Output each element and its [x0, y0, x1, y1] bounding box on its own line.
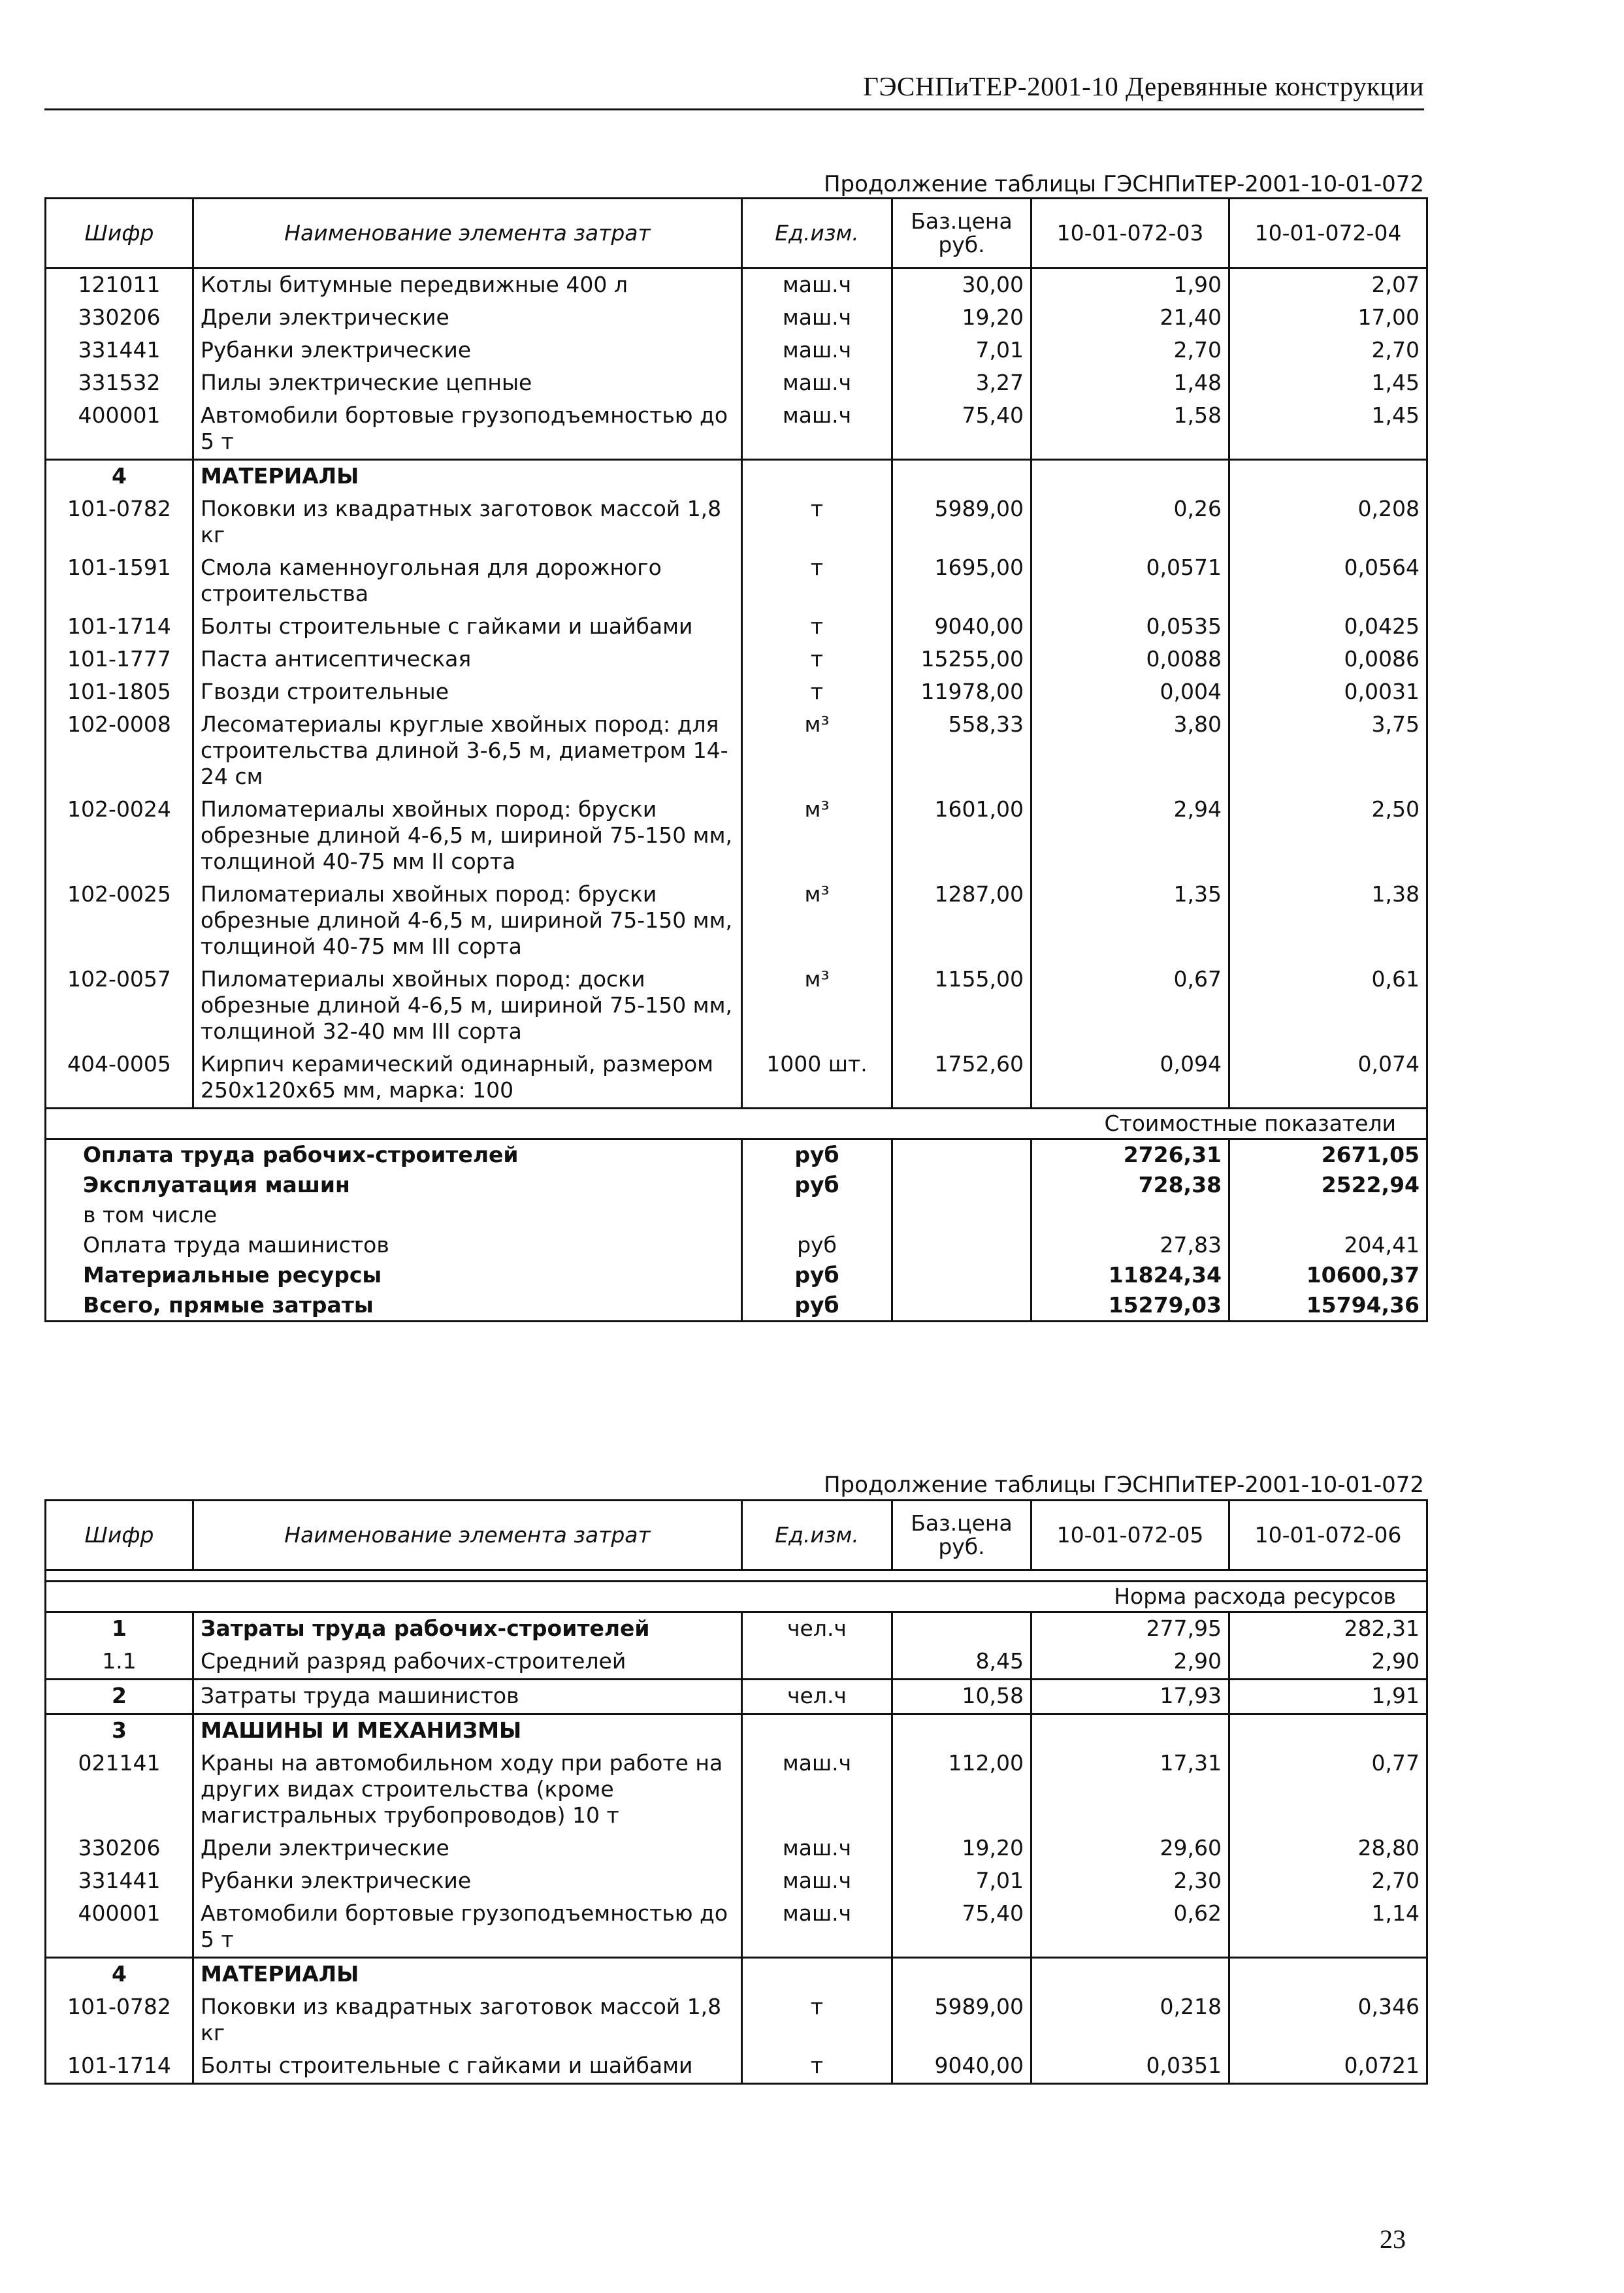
section-title: МАТЕРИАЛЫ	[193, 460, 742, 494]
table2-materials-section	[46, 1958, 1427, 1992]
cell-price: 7,01	[892, 334, 1031, 367]
cell-code: 400001	[46, 400, 193, 460]
cell-price: 10,58	[892, 1680, 1031, 1714]
cost-row	[46, 1139, 1427, 1171]
cell-unit: чел.ч	[742, 1680, 892, 1714]
cell-code: 1.1	[46, 1646, 193, 1680]
cost-value-a: 728,38	[1031, 1170, 1229, 1200]
cell-unit: м³	[742, 794, 892, 879]
cell-name: Дрели электрические	[193, 302, 742, 334]
cell-value-b: 0,0086	[1229, 643, 1427, 676]
table-row	[46, 302, 1427, 334]
cell-name: Дрели электрические	[193, 1832, 742, 1865]
cell-name: Гвозди строительные	[193, 676, 742, 709]
table1-header-row	[46, 199, 1427, 268]
table-row	[46, 1612, 1427, 1646]
cost-unit: руб	[742, 1139, 892, 1171]
cell-code: 101-1805	[46, 676, 193, 709]
cell-code: 101-1714	[46, 611, 193, 643]
section-code: 4	[46, 1958, 193, 1992]
cell-name: Пиломатериалы хвойных пород: бруски обрезные длиной 4-6,5 м, шириной 75-150 мм, толщиной 40-75 мм III сорта	[193, 879, 742, 964]
cell-value-a: 2,30	[1031, 1865, 1229, 1898]
cell-name: Затраты труда машинистов	[193, 1680, 742, 1714]
section-row	[46, 460, 1427, 494]
section-title: МАШИНЫ И МЕХАНИЗМЫ	[193, 1714, 742, 1748]
table-row	[46, 794, 1427, 879]
cell-name: Автомобили бортовые грузоподъемностью до 5 т	[193, 1898, 742, 1958]
table-row	[46, 1680, 1427, 1714]
cell-value-a: 277,95	[1031, 1612, 1229, 1646]
cell-value-b: 28,80	[1229, 1832, 1427, 1865]
table-row	[46, 367, 1427, 400]
cell-unit: маш.ч	[742, 367, 892, 400]
cell-value-a: 0,004	[1031, 676, 1229, 709]
cost-value-a	[1031, 1200, 1229, 1230]
table-row	[46, 676, 1427, 709]
cell-name: Автомобили бортовые грузоподъемностью до 5 т	[193, 400, 742, 460]
cell-code: 2	[46, 1680, 193, 1714]
cell-name: Рубанки электрические	[193, 334, 742, 367]
col-header-a: 10-01-072-05	[1031, 1501, 1229, 1570]
cell-value-a: 0,218	[1031, 1991, 1229, 2050]
cell-price: 3,27	[892, 367, 1031, 400]
cell-unit: т	[742, 2050, 892, 2084]
cell-value-b: 1,38	[1229, 879, 1427, 964]
cost-row	[46, 1290, 1427, 1322]
table-row	[46, 1991, 1427, 2050]
table2-continuation-caption: Продолжение таблицы ГЭСНПиТЕР-2001-10-01-072	[823, 1472, 1424, 1498]
cost-row	[46, 1170, 1427, 1200]
cell-value-b: 17,00	[1229, 302, 1427, 334]
cell-code: 102-0057	[46, 964, 193, 1049]
section-row	[46, 1714, 1427, 1748]
col-header-unit: Ед.изм.	[742, 199, 892, 268]
cell-value-b: 1,91	[1229, 1680, 1427, 1714]
table-row	[46, 493, 1427, 552]
cell-value-b: 2,50	[1229, 794, 1427, 879]
cell-price	[892, 1612, 1031, 1646]
table-row	[46, 964, 1427, 1049]
cost-caption-row	[46, 1109, 1427, 1139]
cell-code: 1	[46, 1612, 193, 1646]
cost-value-a: 15279,03	[1031, 1290, 1229, 1322]
section-title: МАТЕРИАЛЫ	[193, 1958, 742, 1992]
cost-row	[46, 1260, 1427, 1290]
cell-name: Пиломатериалы хвойных пород: бруски обрезные длиной 4-6,5 м, шириной 75-150 мм, толщиной 40-75 мм II сорта	[193, 794, 742, 879]
table2	[44, 1499, 1428, 2085]
cell-name: Средний разряд рабочих-строителей	[193, 1646, 742, 1680]
cell-value-b: 0,208	[1229, 493, 1427, 552]
cell-price: 112,00	[892, 1748, 1031, 1832]
cell-value-a: 2,70	[1031, 334, 1229, 367]
table1-costs	[46, 1109, 1427, 1139]
cell-unit: маш.ч	[742, 1748, 892, 1832]
cost-value-b	[1229, 1200, 1427, 1230]
table-row	[46, 334, 1427, 367]
cost-value-a: 11824,34	[1031, 1260, 1229, 1290]
page-number: 23	[1380, 2224, 1406, 2254]
cost-value-b: 2522,94	[1229, 1170, 1427, 1200]
cell-name: Поковки из квадратных заготовок массой 1,8 кг	[193, 493, 742, 552]
cell-value-a: 0,0571	[1031, 552, 1229, 611]
cell-value-a: 0,094	[1031, 1049, 1229, 1109]
cell-value-a: 17,93	[1031, 1680, 1229, 1714]
cell-price: 15255,00	[892, 643, 1031, 676]
table-row	[46, 2050, 1427, 2084]
cell-value-b: 1,14	[1229, 1898, 1427, 1958]
cost-label: Материальные ресурсы	[46, 1260, 742, 1290]
cell-value-b: 1,45	[1229, 367, 1427, 400]
cell-price: 1155,00	[892, 964, 1031, 1049]
table-row	[46, 611, 1427, 643]
cell-unit: т	[742, 643, 892, 676]
cell-code: 102-0008	[46, 709, 193, 794]
cell-unit: маш.ч	[742, 302, 892, 334]
col-header-a: 10-01-072-03	[1031, 199, 1229, 268]
cell-unit: маш.ч	[742, 334, 892, 367]
cost-label: Оплата труда рабочих-строителей	[46, 1139, 742, 1171]
cell-value-b: 0,61	[1229, 964, 1427, 1049]
cell-price: 1752,60	[892, 1049, 1031, 1109]
table1-machines	[46, 268, 1427, 460]
cell-value-a: 21,40	[1031, 302, 1229, 334]
col-header-code: Шифр	[46, 199, 193, 268]
cell-unit: м³	[742, 879, 892, 964]
cell-price: 7,01	[892, 1865, 1031, 1898]
cost-value-b: 2671,05	[1229, 1139, 1427, 1171]
cost-value-a: 27,83	[1031, 1230, 1229, 1260]
cost-row	[46, 1230, 1427, 1260]
cell-price: 1287,00	[892, 879, 1031, 964]
cell-value-b: 0,0425	[1229, 611, 1427, 643]
cell-unit: маш.ч	[742, 1832, 892, 1865]
table-row	[46, 1748, 1427, 1832]
cell-value-b: 0,346	[1229, 1991, 1427, 2050]
cell-value-b: 2,07	[1229, 268, 1427, 302]
cost-value-a: 2726,31	[1031, 1139, 1229, 1171]
table-row	[46, 552, 1427, 611]
cell-name: Лесоматериалы круглые хвойных пород: для строительства длиной 3-6,5 м, диаметром 14-24 см	[193, 709, 742, 794]
cell-value-a: 2,90	[1031, 1646, 1229, 1680]
table1-materials	[46, 493, 1427, 1109]
section-code: 4	[46, 460, 193, 494]
cell-name: Поковки из квадратных заготовок массой 1,8 кг	[193, 1991, 742, 2050]
cost-label: Оплата труда машинистов	[46, 1230, 742, 1260]
cell-value-b: 2,70	[1229, 334, 1427, 367]
cost-unit: руб	[742, 1230, 892, 1260]
cell-value-a: 0,62	[1031, 1898, 1229, 1958]
cell-code: 331441	[46, 334, 193, 367]
cost-value-b: 204,41	[1229, 1230, 1427, 1260]
cell-code: 331532	[46, 367, 193, 400]
table-row	[46, 400, 1427, 460]
cell-value-a: 1,58	[1031, 400, 1229, 460]
cell-name: Краны на автомобильном ходу при работе на других видах строительства (кроме магистральных трубопроводов) 10 т	[193, 1748, 742, 1832]
cell-value-b: 0,074	[1229, 1049, 1427, 1109]
cell-price: 30,00	[892, 268, 1031, 302]
table-row	[46, 1832, 1427, 1865]
cell-price: 75,40	[892, 400, 1031, 460]
table-row	[46, 268, 1427, 302]
cell-value-a: 1,48	[1031, 367, 1229, 400]
table2-machinists	[46, 1680, 1427, 1714]
table-row	[46, 1049, 1427, 1109]
cell-name: Рубанки электрические	[193, 1865, 742, 1898]
cell-value-a: 17,31	[1031, 1748, 1229, 1832]
cost-value-b: 15794,36	[1229, 1290, 1427, 1322]
cell-value-b: 0,77	[1229, 1748, 1427, 1832]
header-rule	[44, 108, 1424, 110]
cell-code: 101-1714	[46, 2050, 193, 2084]
cost-unit: руб	[742, 1260, 892, 1290]
cell-unit: маш.ч	[742, 268, 892, 302]
cell-price: 19,20	[892, 302, 1031, 334]
cell-unit: 1000 шт.	[742, 1049, 892, 1109]
cell-unit: т	[742, 493, 892, 552]
cell-value-a: 1,35	[1031, 879, 1229, 964]
cell-price: 5989,00	[892, 493, 1031, 552]
cell-code: 330206	[46, 302, 193, 334]
cell-name: Смола каменноугольная для дорожного строительства	[193, 552, 742, 611]
cost-value-b: 10600,37	[1229, 1260, 1427, 1290]
cell-value-b: 0,0564	[1229, 552, 1427, 611]
cell-value-b: 3,75	[1229, 709, 1427, 794]
cell-unit: маш.ч	[742, 1898, 892, 1958]
cost-label: Всего, прямые затраты	[46, 1290, 742, 1322]
cell-name: Котлы битумные передвижные 400 л	[193, 268, 742, 302]
cell-value-a: 3,80	[1031, 709, 1229, 794]
cell-price: 8,45	[892, 1646, 1031, 1680]
cell-code: 331441	[46, 1865, 193, 1898]
cost-label: в том числе	[46, 1200, 742, 1230]
cell-name: Пилы электрические цепные	[193, 367, 742, 400]
cost-unit	[742, 1200, 892, 1230]
cell-code: 404-0005	[46, 1049, 193, 1109]
col-header-b: 10-01-072-04	[1229, 199, 1427, 268]
col-header-b: 10-01-072-06	[1229, 1501, 1427, 1570]
table1	[44, 197, 1428, 1322]
cell-value-a: 0,0351	[1031, 2050, 1229, 2084]
cell-name: Затраты труда рабочих-строителей	[193, 1612, 742, 1646]
col-header-name: Наименование элемента затрат	[193, 1501, 742, 1570]
cell-value-a: 2,94	[1031, 794, 1229, 879]
col-header-price: Баз.цена руб.	[892, 199, 1031, 268]
cell-value-b: 2,90	[1229, 1646, 1427, 1680]
table2-materials	[46, 1991, 1427, 2084]
cell-value-b: 0,0721	[1229, 2050, 1427, 2084]
cell-price: 9040,00	[892, 2050, 1031, 2084]
cell-code: 101-1591	[46, 552, 193, 611]
table-row	[46, 1898, 1427, 1958]
cell-code: 102-0025	[46, 879, 193, 964]
cell-value-a: 1,90	[1031, 268, 1229, 302]
cell-unit: м³	[742, 709, 892, 794]
section-code: 3	[46, 1714, 193, 1748]
table2-machines-section	[46, 1714, 1427, 1748]
cell-value-b: 282,31	[1229, 1612, 1427, 1646]
cell-price: 558,33	[892, 709, 1031, 794]
cost-row	[46, 1200, 1427, 1230]
cell-value-a: 0,67	[1031, 964, 1229, 1049]
cost-caption: Стоимостные показатели	[46, 1109, 1427, 1139]
cell-unit: маш.ч	[742, 400, 892, 460]
cell-price: 19,20	[892, 1832, 1031, 1865]
cell-price: 1695,00	[892, 552, 1031, 611]
cell-unit: т	[742, 1991, 892, 2050]
cell-unit: т	[742, 552, 892, 611]
table-row	[46, 1646, 1427, 1680]
col-header-unit: Ед.изм.	[742, 1501, 892, 1570]
table2-header-row	[46, 1501, 1427, 1570]
cell-value-b: 0,0031	[1229, 676, 1427, 709]
cell-code: 121011	[46, 268, 193, 302]
cell-price: 5989,00	[892, 1991, 1031, 2050]
cell-code: 400001	[46, 1898, 193, 1958]
table-row	[46, 709, 1427, 794]
cell-price: 11978,00	[892, 676, 1031, 709]
cell-price: 1601,00	[892, 794, 1031, 879]
cell-code: 101-0782	[46, 1991, 193, 2050]
cell-name: Кирпич керамический одинарный, размером 250x120x65 мм, марка: 100	[193, 1049, 742, 1109]
cell-code: 330206	[46, 1832, 193, 1865]
cost-unit: руб	[742, 1170, 892, 1200]
cell-value-a: 0,0088	[1031, 643, 1229, 676]
cell-code: 101-0782	[46, 493, 193, 552]
cell-value-a: 0,26	[1031, 493, 1229, 552]
cell-unit	[742, 1646, 892, 1680]
col-header-code: Шифр	[46, 1501, 193, 1570]
norm-caption: Норма расхода ресурсов	[46, 1582, 1427, 1612]
table1-continuation-caption: Продолжение таблицы ГЭСНПиТЕР-2001-10-01-072	[823, 171, 1424, 197]
cell-value-b: 2,70	[1229, 1865, 1427, 1898]
table-row	[46, 1865, 1427, 1898]
table1-cost-rows	[46, 1139, 1427, 1322]
cell-price: 75,40	[892, 1898, 1031, 1958]
cell-name: Паста антисептическая	[193, 643, 742, 676]
col-header-name: Наименование элемента затрат	[193, 199, 742, 268]
cell-unit: т	[742, 676, 892, 709]
table-row	[46, 879, 1427, 964]
cost-label: Эксплуатация машин	[46, 1170, 742, 1200]
cell-code: 102-0024	[46, 794, 193, 879]
cell-unit: чел.ч	[742, 1612, 892, 1646]
cell-name: Пиломатериалы хвойных пород: доски обрезные длиной 4-6,5 м, шириной 75-150 мм, толщиной 32-40 мм III сорта	[193, 964, 742, 1049]
cell-unit: м³	[742, 964, 892, 1049]
cell-unit: маш.ч	[742, 1865, 892, 1898]
table-row	[46, 643, 1427, 676]
cell-code: 101-1777	[46, 643, 193, 676]
cell-value-a: 29,60	[1031, 1832, 1229, 1865]
table1-materials-section	[46, 460, 1427, 494]
col-header-price: Баз.цена руб.	[892, 1501, 1031, 1570]
table2-labor	[46, 1612, 1427, 1680]
norm-caption-row	[46, 1582, 1427, 1612]
section-row	[46, 1958, 1427, 1992]
cell-name: Болты строительные с гайками и шайбами	[193, 2050, 742, 2084]
cell-value-a: 0,0535	[1031, 611, 1229, 643]
running-header: ГЭСНПиТЕР-2001-10 Деревянные конструкции	[863, 71, 1424, 101]
cell-unit: т	[742, 611, 892, 643]
cell-name: Болты строительные с гайками и шайбами	[193, 611, 742, 643]
cell-value-b: 1,45	[1229, 400, 1427, 460]
table2-norm-caption	[46, 1570, 1427, 1612]
cost-unit: руб	[742, 1290, 892, 1322]
cell-price: 9040,00	[892, 611, 1031, 643]
table2-machines	[46, 1748, 1427, 1958]
cell-code: 021141	[46, 1748, 193, 1832]
